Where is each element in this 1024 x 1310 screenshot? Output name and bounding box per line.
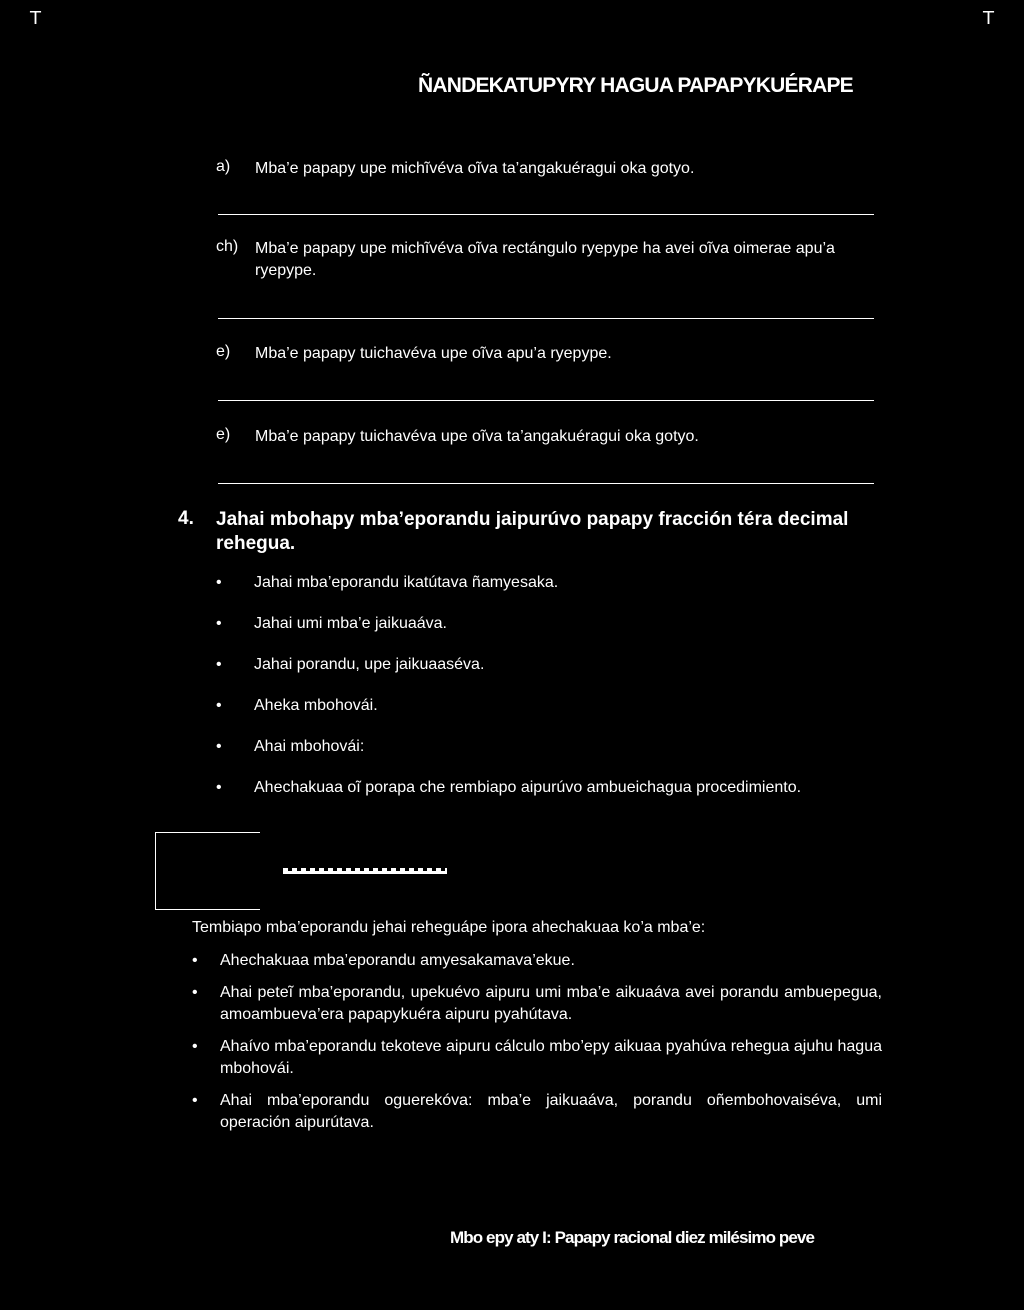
list-item: • Jahai mba’eporandu ikatútava ñamyesaka. [216,572,916,613]
question-label-a: a) [216,158,231,175]
list-item: • Ahai peteĩ mba’eporandu, upekuévo aipuru umi mba’e aikuaáva avei porandu ambuepegua, amoambueva’era papapykuéra aipuru pyahútava. [192,982,882,1026]
answer-line-e1[interactable] [218,400,874,401]
list-item: • Ahai mbohovái: [216,736,916,777]
note-intro: Tembiapo mba’eporandu jehai reheguápe ipora ahechakuaa ko’a mba’e: [192,919,706,936]
answer-line-a[interactable] [218,214,874,215]
list-item: • Ahaívo mba’eporandu tekoteve aipuru cálculo mbo’epy aikuaa pyahúva rehegua ajuhu hagua mbohovái. [192,1036,882,1080]
question-text-ch: Mba’e papapy upe michĩvéva oĩva rectángulo ryepype ha avei oĩva oimerae apu’a ryepype. [255,240,835,279]
corner-mark-right: T [983,8,994,29]
note-list [192,950,882,1144]
list-item: • Jahai porandu, upe jaikuaaséva. [216,654,916,695]
list-item: • Jahai umi mba’e jaikuaáva. [216,613,916,654]
note-heading-graphic [283,868,447,876]
page-title: ÑANDEKATUPYRY HAGUA PAPAPYKUÉRAPE [418,74,853,97]
answer-line-e2[interactable] [218,483,874,484]
answer-line-ch[interactable] [218,318,874,319]
note-box-frame [155,832,260,910]
list-item: • Ahechakuaa mba’eporandu amyesakamava’ekue. [192,950,882,972]
corner-mark-left: T [30,8,41,29]
question-label-e2: e) [216,426,231,443]
question-text-a: Mba’e papapy upe michĩvéva oĩva ta’angakuéragui oka gotyo. [255,160,695,177]
section-number: 4. [178,508,194,529]
steps-list [216,572,916,818]
question-label-ch: ch) [216,238,239,255]
list-item: • Ahai mba’eporandu oguerekóva: mba’e jaikuaáva, porandu oñembohovaiséva, umi operación aipurútava. [192,1090,882,1134]
question-text-e1: Mba’e papapy tuichavéva upe oĩva apu’a ryepype. [255,345,612,362]
list-item: • Aheka mbohovái. [216,695,916,736]
question-label-e1: e) [216,343,231,360]
list-item: • Ahechakuaa oĩ porapa che rembiapo aipurúvo ambueichagua procedimiento. [216,777,916,818]
question-text-e2: Mba’e papapy tuichavéva upe oĩva ta’angakuéragui oka gotyo. [255,428,699,445]
section-title: Jahai mbohapy mba’eporandu jaipurúvo papapy fracción téra decimal rehegua. [216,509,849,554]
page-footer: Mbo epy aty I: Papapy racional diez milésimo peve [450,1228,815,1247]
